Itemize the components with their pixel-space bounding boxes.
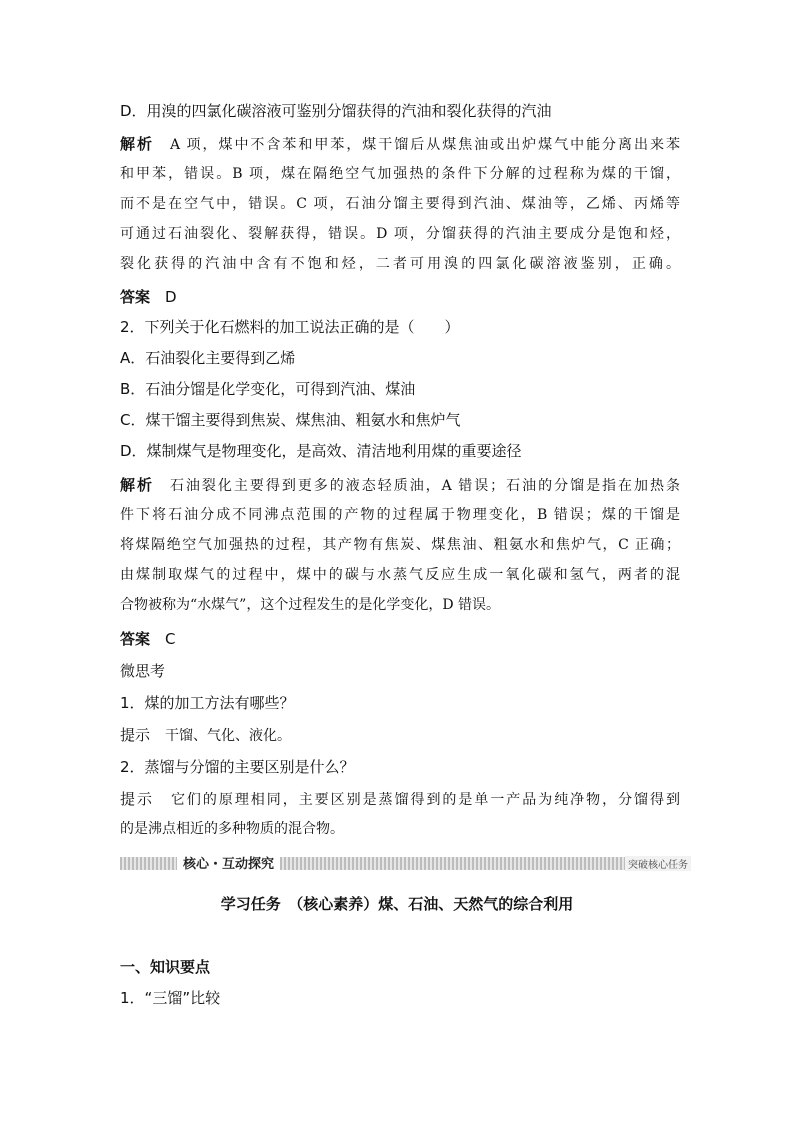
banner-title: 核心・互动探究: [177, 853, 280, 872]
q1-analysis-line-5: 裂化获得的汽油中含有不饱和烃，二者可用溴的四氯化碳溶液鉴别，正确。: [120, 256, 680, 272]
answer-value: D: [165, 288, 177, 306]
hint-label: 提示: [120, 790, 154, 808]
answer-label: 答案: [120, 288, 151, 306]
q1-analysis-line-2: 和甲苯，错误。B 项，煤在隔绝空气加强热的条件下分解的过程称为煤的干馏，: [120, 166, 680, 182]
q2-analysis-line-2: 件下将石油分成不同沸点范围的产物的过程属于物理变化，B 错误；煤的干馏是: [120, 507, 680, 523]
section-heading: 一、知识要点: [120, 958, 211, 976]
q1-option-d: D．用溴的四氯化碳溶液可鉴别分馏获得的汽油和裂化获得的汽油: [120, 102, 552, 120]
analysis-label: 解析: [120, 135, 154, 153]
q2-analysis-line-3: 将煤隔绝空气加强热的过程，其产物有焦炭、煤焦油、粗氨水和焦炉气，C 正确；: [120, 537, 680, 553]
q2-stem: 2．下列关于化石燃料的加工说法正确的是（ ）: [120, 318, 460, 336]
item-heading: 1．“三馏”比较: [120, 989, 221, 1007]
think-question-1: 1．煤的加工方法有哪些？: [120, 694, 295, 712]
section-banner: [120, 855, 688, 872]
q2-option-c: C．煤干馏主要得到焦炭、煤焦油、粗氨水和焦炉气: [120, 411, 461, 429]
hint-label: 提示: [120, 726, 151, 744]
q2-answer: [120, 629, 680, 649]
q2-analysis-line-5: 合物被称为“水煤气”，这个过程发生的是化学变化，D 错误。: [120, 597, 500, 613]
q1-analysis-line-1: 解析 A 项，煤中不含苯和甲苯，煤干馏后从煤焦油或出炉煤气中能分离出来苯: [120, 135, 680, 153]
task-title: 学习任务 （核心素养）煤、石油、天然气的综合利用: [220, 895, 574, 913]
analysis-label: 解析: [120, 476, 154, 494]
answer-value: C: [165, 630, 176, 648]
q2-option-d: D．煤制煤气是物理变化，是高效、清洁地利用煤的重要途径: [120, 442, 522, 460]
think-hint-2-line-1: 提示 它们的原理相同，主要区别是蒸馏得到的是单一产品为纯净物，分馏得到: [120, 790, 680, 808]
q2-analysis-line-4: 由煤制取煤气的过程中，煤中的碳与水蒸气反应生成一氧化碳和氢气，两者的混: [120, 567, 680, 583]
q1-analysis-line-3: 而不是在空气中，错误。C 项，石油分馏主要得到汽油、煤油等，乙烯、丙烯等: [120, 196, 680, 212]
banner-right-label: 突破核心任务: [625, 856, 691, 871]
answer-label: 答案: [120, 630, 151, 648]
q2-option-a: A．石油裂化主要得到乙烯: [120, 349, 296, 367]
think-hint-1: [120, 725, 680, 746]
hint-text: 干馏、气化、液化。: [165, 728, 292, 744]
q2-option-b: B．石油分馏是化学变化，可得到汽油、煤油: [120, 380, 416, 398]
think-hint-2-line-2: 的是沸点相近的多种物质的混合物。: [120, 821, 344, 837]
q1-analysis-line-4: 可通过石油裂化、裂解获得，错误。D 项，分馏获得的汽油主要成分是饱和烃，: [120, 226, 680, 242]
q2-analysis-line-1: 解析 石油裂化主要得到更多的液态轻质油，A 错误；石油的分馏是指在加热条: [120, 476, 680, 494]
think-question-2: 2．蒸馏与分馏的主要区别是什么？: [120, 758, 355, 776]
q1-answer: [120, 287, 680, 307]
think-heading: 微思考: [120, 662, 166, 680]
